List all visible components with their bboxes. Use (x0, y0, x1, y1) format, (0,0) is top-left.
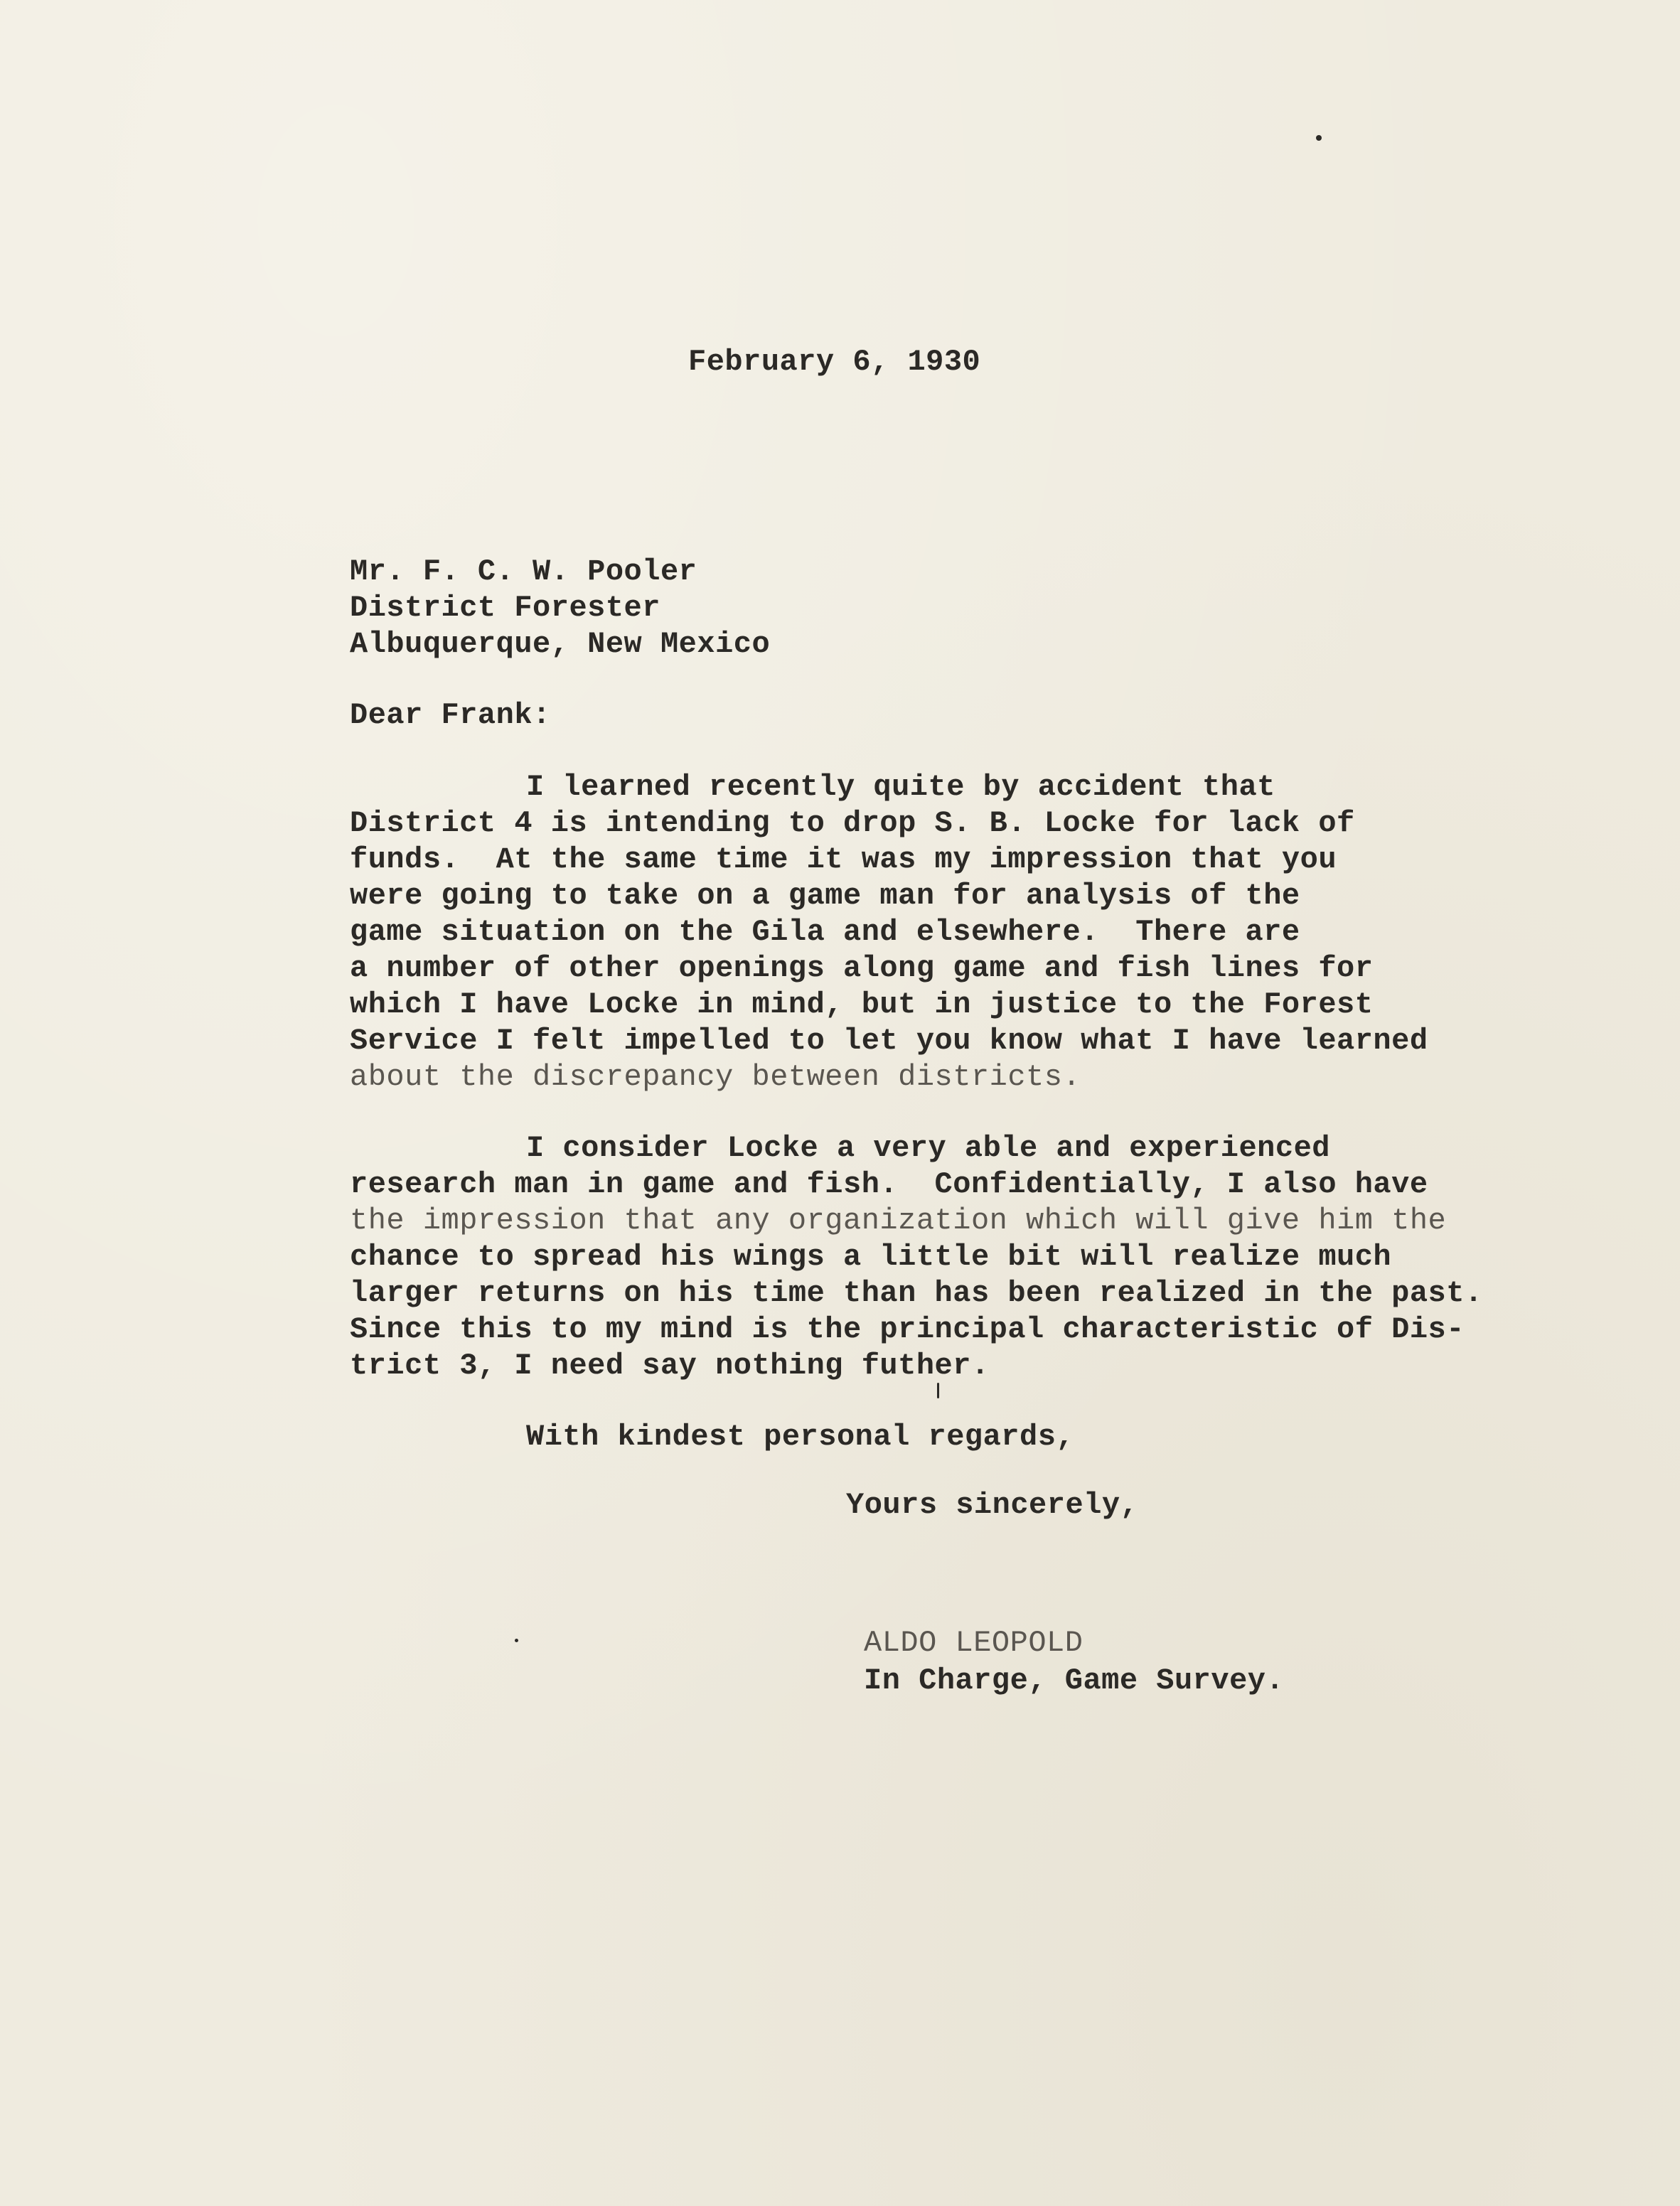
closing-sincerely: Yours sincerely, (846, 1488, 1139, 1522)
address-line-3: Albuquerque, New Mexico (350, 627, 771, 661)
paragraph-1-line-8: Service I felt impelled to let you know what I have learned (350, 1024, 1428, 1058)
paragraph-1-line-7: which I have Locke in mind, but in justice to the Forest (350, 987, 1374, 1022)
paragraph-2-line-4: chance to spread his wings a little bit will realize much (350, 1240, 1392, 1274)
paragraph-2-line-6: Since this to my mind is the principal characteristic of Dis- (350, 1312, 1465, 1346)
paragraph-2-line-3: the impression that any organization which will give him the (350, 1204, 1447, 1238)
paragraph-1-line-1: I learned recently quite by accident that (526, 770, 1275, 804)
signature-name: ALDO LEOPOLD (864, 1626, 1084, 1660)
address-line-1: Mr. F. C. W. Pooler (350, 555, 697, 589)
paragraph-2-line-7: trict 3, I need say nothing futher. (350, 1349, 990, 1383)
signature-title: In Charge, Game Survey. (864, 1664, 1285, 1698)
paragraph-1-line-9: about the discrepancy between districts. (350, 1060, 1081, 1094)
salutation: Dear Frank: (350, 698, 551, 732)
paragraph-1-line-5: game situation on the Gila and elsewhere. There are (350, 915, 1300, 949)
paragraph-1-line-3: funds. At the same time it was my impression that you (350, 842, 1337, 877)
paragraph-2-line-5: larger returns on his time than has been realized in the past. (350, 1276, 1483, 1310)
ink-speck (515, 1639, 518, 1642)
closing-regards: With kindest personal regards, (526, 1420, 1075, 1454)
paragraph-2-line-2: research man in game and fish. Confidentially, I also have (350, 1167, 1428, 1201)
ink-speck (1316, 135, 1322, 141)
paragraph-1-line-4: were going to take on a game man for analysis of the (350, 879, 1300, 913)
paragraph-1-line-6: a number of other openings along game and fish lines for (350, 951, 1374, 985)
address-line-2: District Forester (350, 591, 660, 625)
ink-speck (937, 1383, 939, 1398)
paragraph-1-line-2: District 4 is intending to drop S. B. Locke for lack of (350, 806, 1355, 840)
letter-date: February 6, 1930 (688, 345, 981, 379)
paragraph-2-line-1: I consider Locke a very able and experienced (526, 1131, 1330, 1165)
